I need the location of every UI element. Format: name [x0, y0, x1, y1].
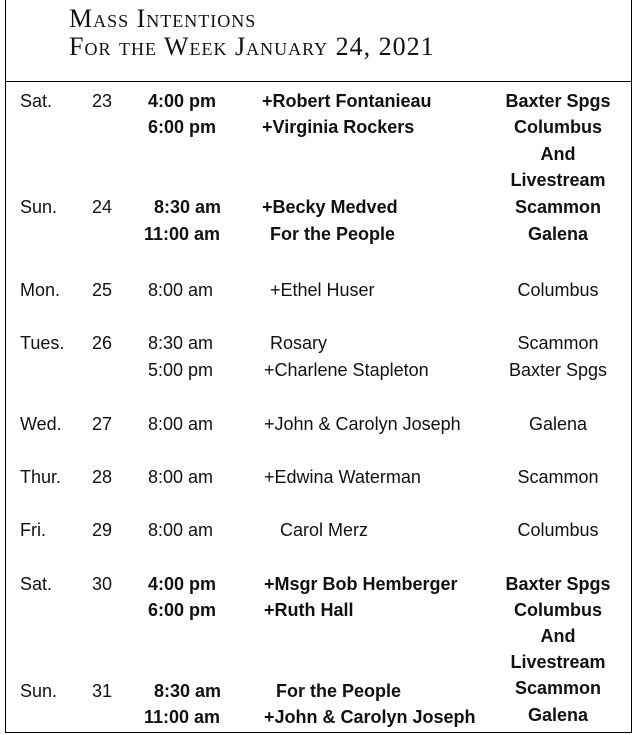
row-8-date: 26	[92, 333, 113, 353]
header-box	[5, 0, 632, 82]
row-10-time: 8:00 am	[148, 414, 214, 434]
row-4-location: Livestream	[510, 170, 606, 190]
row-13-location: Baxter Spgs	[505, 574, 611, 594]
row-3-location: And	[540, 144, 576, 164]
row-6-location: Galena	[527, 224, 589, 244]
row-8-intention: Rosary	[270, 333, 328, 353]
row-18-location: Galena	[527, 705, 589, 725]
row-10-day: Wed.	[20, 414, 62, 434]
row-13-intention: +Msgr Bob Hemberger	[264, 574, 458, 594]
row-5-time: 8:30 am	[154, 197, 222, 217]
row-1-time: 4:00 pm	[148, 91, 217, 111]
row-8-location: Scammon	[517, 333, 599, 353]
row-12-time: 8:00 am	[148, 520, 214, 540]
row-1-location: Baxter Spgs	[505, 91, 611, 111]
row-11-location: Scammon	[517, 467, 599, 487]
row-12-day: Fri.	[20, 520, 46, 540]
row-12-intention: Carol Merz	[280, 520, 369, 540]
row-14-intention: +Ruth Hall	[264, 600, 354, 620]
row-1-date: 23	[92, 91, 113, 111]
row-17-time: 8:30 am	[154, 681, 222, 701]
row-13-date: 30	[92, 574, 113, 594]
row-5-date: 24	[92, 197, 113, 217]
row-7-intention: +Ethel Huser	[270, 280, 375, 300]
row-8-time: 8:30 am	[148, 333, 214, 353]
row-1-intention: +Robert Fontanieau	[262, 91, 432, 111]
row-13-time: 4:00 pm	[148, 574, 217, 594]
row-15-location: And	[540, 626, 576, 646]
row-18-time: 11:00 am	[144, 707, 221, 727]
row-14-location: Columbus	[514, 600, 602, 620]
row-10-location: Galena	[528, 414, 588, 434]
row-9-time: 5:00 pm	[148, 360, 214, 380]
row-7-time: 8:00 am	[148, 280, 214, 300]
row-2-time: 6:00 pm	[148, 117, 217, 137]
row-7-location: Columbus	[517, 280, 599, 300]
row-9-location: Baxter Spgs	[508, 360, 608, 380]
row-9-intention: +Charlene Stapleton	[264, 360, 429, 380]
row-14-time: 6:00 pm	[148, 600, 217, 620]
row-11-intention: +Edwina Waterman	[264, 467, 421, 487]
row-5-intention: +Becky Medved	[262, 197, 398, 217]
row-2-intention: +Virginia Rockers	[262, 117, 415, 137]
row-11-day: Thur.	[20, 467, 62, 487]
row-6-time: 11:00 am	[144, 224, 221, 244]
row-11-time: 8:00 am	[148, 467, 214, 487]
row-11-date: 28	[92, 467, 113, 487]
row-16-location: Livestream	[510, 652, 606, 672]
row-7-date: 25	[92, 280, 113, 300]
row-13-day: Sat.	[20, 574, 53, 594]
row-1-day: Sat.	[20, 91, 53, 111]
row-10-date: 27	[92, 414, 113, 434]
row-17-location: Scammon	[514, 678, 602, 698]
row-5-day: Sun.	[20, 197, 58, 217]
row-17-intention: For the People	[276, 681, 402, 701]
row-17-day: Sun.	[20, 681, 58, 701]
row-12-date: 29	[92, 520, 113, 540]
row-6-intention: For the People	[270, 224, 396, 244]
row-2-location: Columbus	[514, 117, 602, 137]
title-line-2: For the Week January 24, 2021	[69, 32, 435, 61]
row-17-date: 31	[92, 681, 113, 701]
title-line-1: Mass Intentions	[69, 4, 257, 33]
row-7-day: Mon.	[20, 280, 61, 300]
row-18-intention: +John & Carolyn Joseph	[264, 707, 476, 727]
row-8-day: Tues.	[20, 333, 65, 353]
row-10-intention: +John & Carolyn Joseph	[264, 414, 461, 434]
row-12-location: Columbus	[517, 520, 599, 540]
row-5-location: Scammon	[514, 197, 602, 217]
